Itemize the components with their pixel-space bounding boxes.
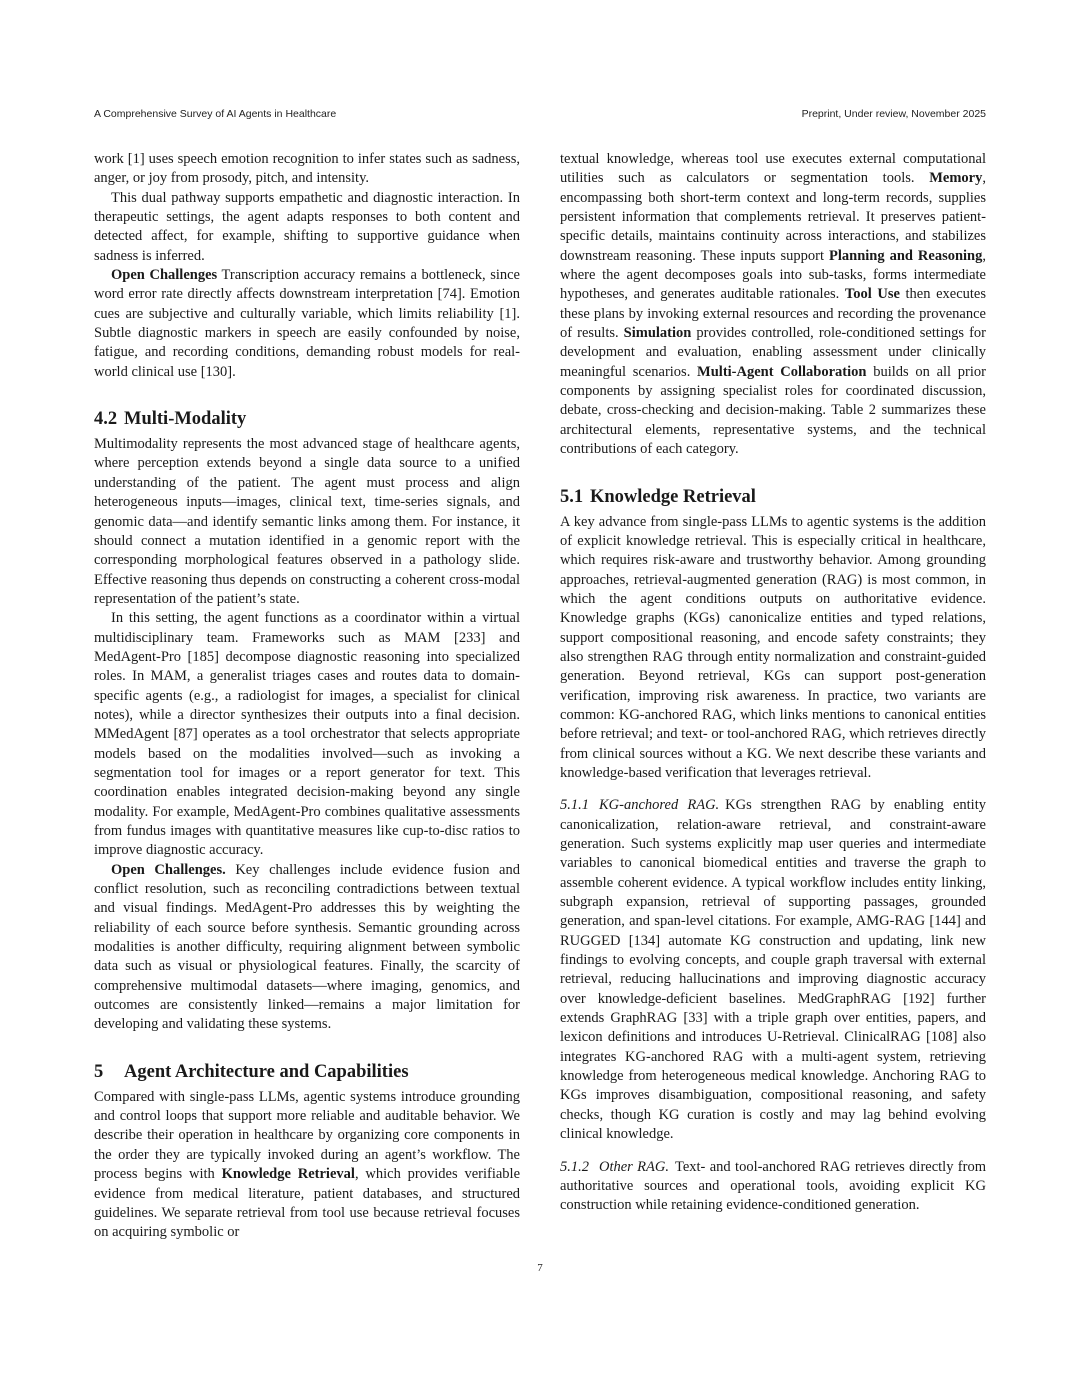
page-number: 7: [537, 1262, 543, 1274]
paragraph-text: provides controlled, role-conditioned settings for development and evaluation, enabling assessment under clinically meaningful scenarios.: [560, 325, 986, 380]
paragraph-coordinator: In this setting, the agent functions as a coordinator within a virtual multidisciplinary team. Frameworks such as MAM [233] and MedAgent-Pro [185] decompose diagnostic reasoning into specialized roles. In MAM, a generalist triages cases and routes data to domain-specific agents (e.g., a radiologist for images, a specialist for clinical notes), while a director synthesizes their outputs into a final decision. MMedAgent [87] operates as a tool orchestrator that selects appropriate models based on the modalities involved—such as invoking a segmentation tool for images or a report generator for text. This coordination enables integrated decision-making beyond any single modality. For example, MedAgent-Pro combines qualitative assessments from fundus images with quantitative measures like cup-to-disc ratios to improve diagnostic accuracy.: [94, 610, 520, 859]
paragraph-text: , where the agent decomposes goals into sub-tasks, forms intermediate hypotheses, and generates auditable rationales.: [560, 247, 986, 303]
section-heading-5: [94, 1060, 520, 1084]
section-heading-4-2: [94, 407, 520, 431]
paragraph-text: textual knowledge, whereas tool use executes external computational utilities such as calculators or segmentation tools.: [560, 151, 986, 187]
bold-term: Simulation: [623, 325, 692, 342]
paragraph-speech-emotion: work [1] uses speech emotion recognition to infer states such as sadness, anger, or joy from prosody, pitch, and intensity.: [94, 151, 520, 187]
section-title: Agent Architecture and Capabilities: [124, 1061, 409, 1082]
paragraph-multimodality: Multimodality represents the most advanced stage of healthcare agents, where perception extends beyond a single data source to a unified understanding of the patient. The agent must process and align heterogeneous inputs—images, clinical text, time-series signals, and genomic data—and identify semantic links among them. For instance, it should connect a mutation identified in a genomic report with the corresponding morphological features observed in a pathology slide. Effective reasoning thus depends on constructing a coherent cross-modal representation of the patient’s state.: [94, 436, 520, 607]
paragraph-text: Text- and tool-anchored RAG retrieves directly from authoritative sources and operational tools, avoiding explicit KG construction while retaining evidence-conditioned generation.: [560, 1158, 986, 1214]
section-number: 5.1: [560, 486, 584, 507]
paragraph-text: , which provides verifiable evidence from medical literature, patient databases, and structured guidelines. We separate retrieval from tool use because retrieval focuses on acquiring symbolic or: [94, 1166, 520, 1241]
section-title: Multi-Modality: [124, 409, 247, 430]
bold-term: Memory: [929, 170, 983, 187]
paragraph-text: builds on all prior components by assigning specialist roles for coordinated discussion, debate, cross-checking and decision-making. Table 2 summarizes these architectural elements, representative systems, and the technical contributions of each category.: [560, 363, 986, 458]
running-header: [94, 108, 986, 124]
run-in-heading: Open Challenges.: [111, 861, 226, 878]
paragraph-text: KGs strengthen RAG by enabling entity canonicalization, relation-aware retrieval, and constraint-aware generation. Such systems explicitly map user queries and intermediate variables to canonical biomedical entities and traverse the graph to assemble coherent evidence. A typical workflow includes entity linking, subgraph expansion, retrieval of supporting passages, grounded generation, and span-level citations. For example, AMG-RAG [144] and RUGGED [134] automate KG construction and updating, link new findings to evolving concepts, and couple graph traversal with external retrieval, reducing hallucinations and improving diagnostic accuracy over knowledge-deficient baselines. MedGraphRAG [192] further extends GraphRAG [33] with a triple graph over entities, papers, and lexicon definitions and introduces U-Retrieval. ClinicalRAG [108] also integrates KG-anchored RAG with a multi-agent system, retrieving knowledge from heterogeneous medical knowledge. Anchoring RAG to KGs improves disambiguation, compositional reasoning, and safety checks, though KG curation is costly and may lag behind evolving clinical knowledge.: [560, 797, 986, 1143]
paragraph-kg-anchored-rag: [560, 796, 986, 1144]
subsection-number: 5.1.2: [560, 1158, 589, 1175]
section-number: 4.2: [94, 409, 118, 430]
left-column: [94, 150, 520, 1260]
subsection-number: 5.1.1: [560, 797, 589, 814]
paragraph-knowledge-retrieval: A key advance from single-pass LLMs to agentic systems is the addition of explicit knowledge retrieval. This is especially critical in healthcare, which requires risk-aware and trustworthy behavior. Among grounding approaches, retrieval-augmented generation (RAG) is most common, in which the agent conditions outputs on authoritative evidence. Knowledge graphs (KGs) canonicalize entities and typed relations, support compositional reasoning, and encode safety constraints; they also strengthen RAG through entity normalization and constraint-guided generation. Beyond retrieval, KGs can support post-generation verification, improving risk awareness. In practice, two variants are common: KG-anchored RAG, which links mentions to canonical entities before retrieval; and text- or tool-anchored RAG, which retrieves directly from clinical sources without a KG. We next describe these variants and knowledge-based verification that leverages retrieval.: [560, 513, 986, 781]
paragraph-architecture-components: [560, 150, 986, 460]
subsection-title: Other RAG.: [599, 1158, 669, 1175]
bold-term: Knowledge Retrieval: [221, 1166, 355, 1183]
paragraph-open-challenges-speech: [94, 266, 520, 382]
subsection-title: KG-anchored RAG.: [599, 797, 720, 814]
paragraph-text: then executes these plans by invoking external resources and recording the provenance of results.: [560, 286, 986, 342]
bold-term: Planning and Reasoning: [829, 247, 983, 264]
bold-term: Multi-Agent Collaboration: [697, 363, 867, 380]
run-in-heading: Open Challenges: [111, 267, 218, 284]
paragraph-text: Key challenges include evidence fusion and conflict resolution, such as reconciling contradictions between textual and visual findings. MedAgent-Pro addresses this by weighting the reliability of each source before synthesis. Semantic grounding across modalities is another difficulty, requiring alignment between symbolic data such as visual or physiological features. Finally, the scarcity of comprehensive multimodal datasets—where imaging, genomics, and outcomes are consistently linked—remains a major limitation for developing and validating these systems.: [94, 861, 520, 1033]
paragraph-dual-pathway: This dual pathway supports empathetic and diagnostic interaction. In therapeutic settings, the agent adapts responses to both content and detected affect, for example, shifting to supportive guidance when sadness is inferred.: [94, 189, 520, 264]
paragraph-text: Transcription accuracy remains a bottleneck, since word error rate directly affects downstream interpretation [74]. Emotion cues are subjective and culturally variable, which limits reliability [1]. Subtle diagnostic markers in speech are easily confounded by noise, fatigue, and recording conditions, demanding robust models for real-world clinical use [130].: [94, 267, 520, 380]
paragraph-other-rag: [560, 1158, 986, 1216]
paragraph-open-challenges-multimodal: [94, 861, 520, 1035]
bold-term: Tool Use: [844, 286, 900, 303]
paragraph-text: Compared with single-pass LLMs, agentic systems introduce grounding and control loops that support more reliable and auditable behavior. We describe their operation in healthcare by organizing core components in the order they are typically invoked during an agent’s workflow. The process begins with: [94, 1088, 520, 1183]
header-venue: Preprint, Under review, November 2025: [801, 108, 986, 120]
paragraph-text: , encompassing both short-term context and long-term records, supplies persistent information that complements retrieval. It preserves patient-specific details, maintains continuity across interactions, and stabilizes downstream reasoning. These inputs support: [560, 170, 986, 264]
section-heading-5-1: [560, 485, 986, 509]
right-column: [560, 150, 986, 1260]
header-title: A Comprehensive Survey of AI Agents in Healthcare: [94, 108, 337, 120]
section-number: 5: [94, 1061, 104, 1082]
paragraph-architecture-intro: [94, 1088, 520, 1243]
section-title: Knowledge Retrieval: [590, 486, 756, 507]
